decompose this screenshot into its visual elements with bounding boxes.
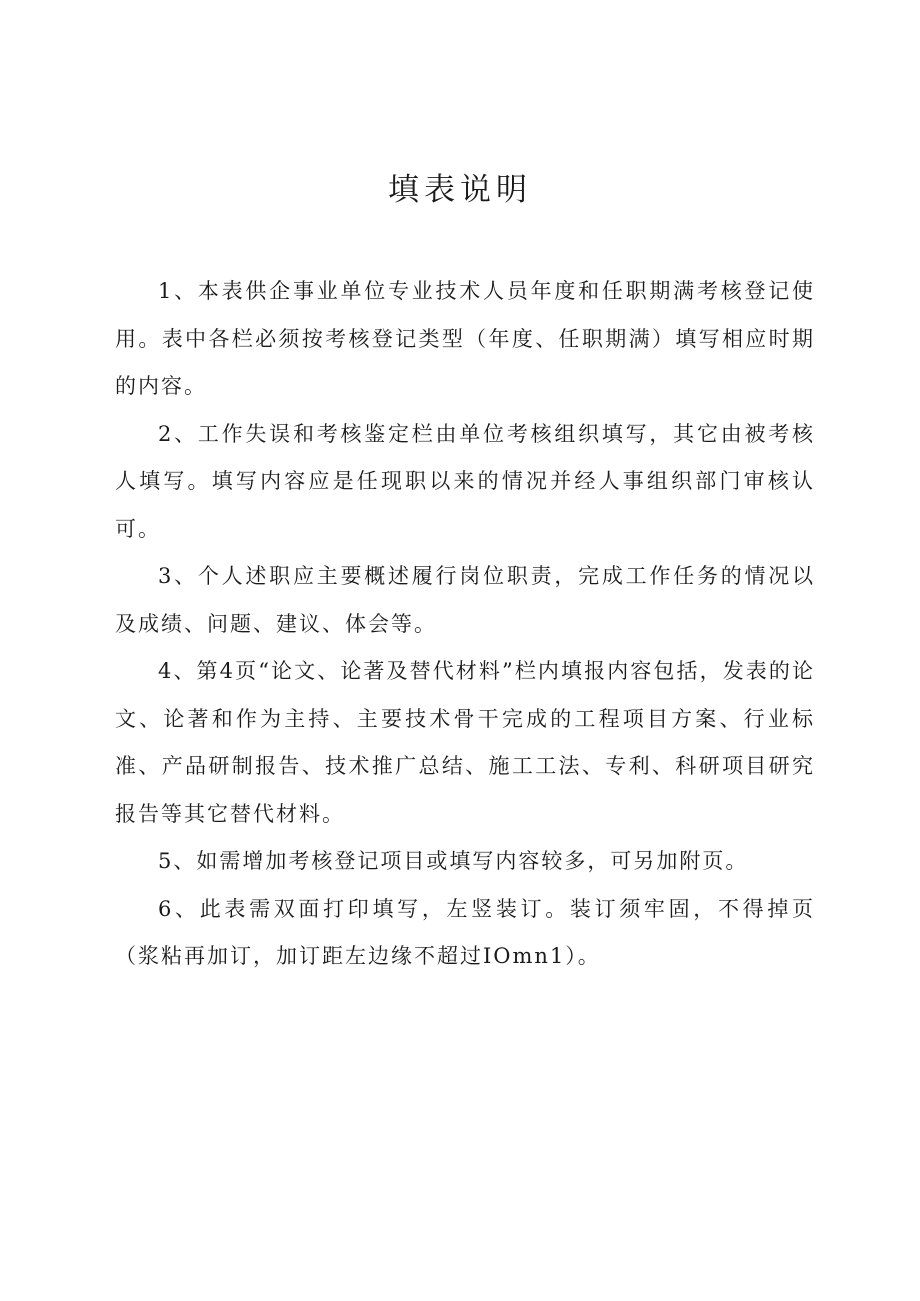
instruction-list xyxy=(115,268,815,981)
page-title: 填表说明 xyxy=(388,172,532,208)
instruction-item-6: 6、此表需双面打印填写，左竖装订。装订须牢固，不得掉页（浆粘再加订，加订距左边缘不超过IOmn1）。 xyxy=(115,896,815,968)
instruction-item-4: 4、第4页“论文、论著及替代材料”栏内填报内容包括，发表的论文、论著和作为主持、主要技术骨干完成的工程项目方案、行业标准、产品研制报告、技术推广总结、施工工法、专利、科研项目研究报告等其它替代材料。 xyxy=(115,659,815,826)
instruction-item-2: 2、工作失误和考核鉴定栏由单位考核组织填写，其它由被考核人填写。填写内容应是任现职以来的情况并经人事组织部门审核认可。 xyxy=(115,421,815,541)
instruction-item-5: 5、如需增加考核登记项目或填写内容较多，可另加附页。 xyxy=(158,849,749,873)
instruction-item-3: 3、个人述职应主要概述履行岗位职责，完成工作任务的情况以及成绩、问题、建议、体会等。 xyxy=(115,564,815,636)
instruction-item-1: 1、本表供企事业单位专业技术人员年度和任职期满考核登记使用。表中各栏必须按考核登记类型（年度、任职期满）填写相应时期的内容。 xyxy=(115,279,815,398)
